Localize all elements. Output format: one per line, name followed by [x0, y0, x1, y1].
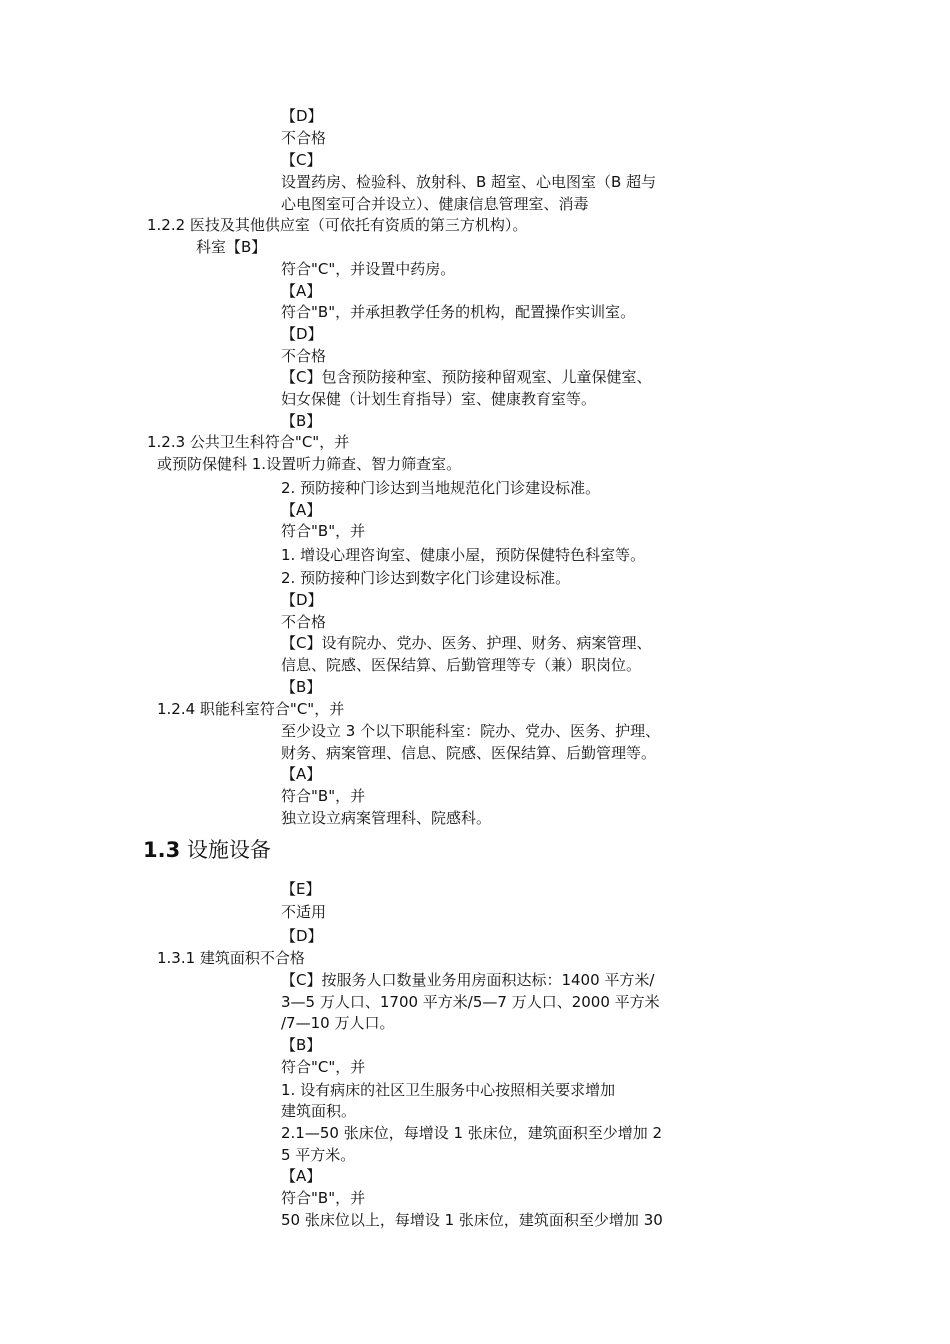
text-line: 【B】 — [281, 1036, 322, 1054]
text-line: 独立设立病案管理科、院感科。 — [281, 809, 492, 827]
text-line: 2.1—50 张床位，每增设 1 张床位，建筑面积至少增加 2 — [281, 1124, 663, 1142]
text-line: 【B】 — [281, 678, 322, 696]
section-heading — [143, 836, 271, 864]
section-1-2-3-label: 1.2.3 公共卫生科符合"C"，并 — [147, 433, 350, 451]
text-line: /7—10 万人口。 — [281, 1014, 395, 1032]
text-line: 【B】 — [281, 412, 322, 430]
text-line: 符合"B"，并 — [281, 787, 366, 805]
text-line: 或预防保健科 1.设置听力筛查、智力筛查室。 — [157, 455, 462, 473]
text-line: 符合"B"，并承担教学任务的机构，配置操作实训室。 — [281, 303, 636, 321]
section-1-3-1-label: 1.3.1 建筑面积不合格 — [157, 949, 305, 967]
section-heading-number: 1.3 — [143, 838, 181, 862]
text-line: 符合"C"，并设置中药房。 — [281, 260, 456, 278]
text-line: 【A】 — [281, 282, 322, 300]
text-line: 【A】 — [281, 1167, 322, 1185]
text-line: 2. 预防接种门诊达到当地规范化门诊建设标准。 — [281, 479, 601, 497]
text-line: 不合格 — [281, 613, 327, 631]
text-line: 【C】包含预防接种室、预防接种留观室、儿童保健室、 — [281, 368, 652, 386]
text-line: 科室【B】 — [196, 238, 267, 256]
text-line: 【D】 — [281, 107, 323, 125]
text-line: 【D】 — [281, 591, 323, 609]
text-line: 【C】设有院办、党办、医务、护理、财务、病案管理、 — [281, 634, 652, 652]
section-heading-title: 设施设备 — [186, 838, 271, 862]
text-line: 1. 设有病床的社区卫生服务中心按照相关要求增加 — [281, 1081, 616, 1099]
text-line: 心电图室可合并设立）、健康信息管理室、消毒 — [281, 195, 589, 213]
text-line: 5 平方米。 — [281, 1146, 356, 1164]
text-line: 不合格 — [281, 347, 327, 365]
text-line: 设置药房、检验科、放射科、B 超室、心电图室（B 超与 — [281, 173, 657, 191]
section-1-2-2-label: 1.2.2 医技及其他供应室（可依托有资质的第三方机构）。 — [147, 216, 528, 234]
text-line: 符合"B"，并 — [281, 522, 366, 540]
text-line: 建筑面积。 — [281, 1102, 357, 1120]
text-line: 【E】 — [281, 880, 321, 898]
text-line: 财务、病案管理、信息、院感、医保结算、后勤管理等。 — [281, 744, 657, 762]
text-line: 符合"C"，并 — [281, 1058, 366, 1076]
text-line: 不合格 — [281, 129, 327, 147]
text-line: 50 张床位以上，每增设 1 张床位，建筑面积至少增加 30 — [281, 1211, 663, 1229]
text-line: 2. 预防接种门诊达到数字化门诊建设标准。 — [281, 569, 571, 587]
text-line: 3—5 万人口、1700 平方米/5—7 万人口、2000 平方米 — [281, 993, 660, 1011]
text-line: 【D】 — [281, 927, 323, 945]
text-line: 【C】按服务人口数量业务用房面积达标：1400 平方米/ — [281, 971, 655, 989]
text-line: 不适用 — [281, 903, 327, 921]
text-line: 【A】 — [281, 501, 322, 519]
text-line: 【A】 — [281, 765, 322, 783]
text-line: 信息、院感、医保结算、后勤管理等专（兼）职岗位。 — [281, 656, 642, 674]
text-line: 1. 增设心理咨询室、健康小屋，预防保健特色科室等。 — [281, 546, 646, 564]
text-line: 符合"B"，并 — [281, 1189, 366, 1207]
section-1-2-4-label: 1.2.4 职能科室符合"C"，并 — [157, 700, 345, 718]
text-line: 【C】 — [281, 151, 322, 169]
text-line: 【D】 — [281, 325, 323, 343]
text-line: 妇女保健（计划生育指导）室、健康教育室等。 — [281, 390, 597, 408]
text-line: 至少设立 3 个以下职能科室：院办、党办、医务、护理、 — [281, 722, 661, 740]
